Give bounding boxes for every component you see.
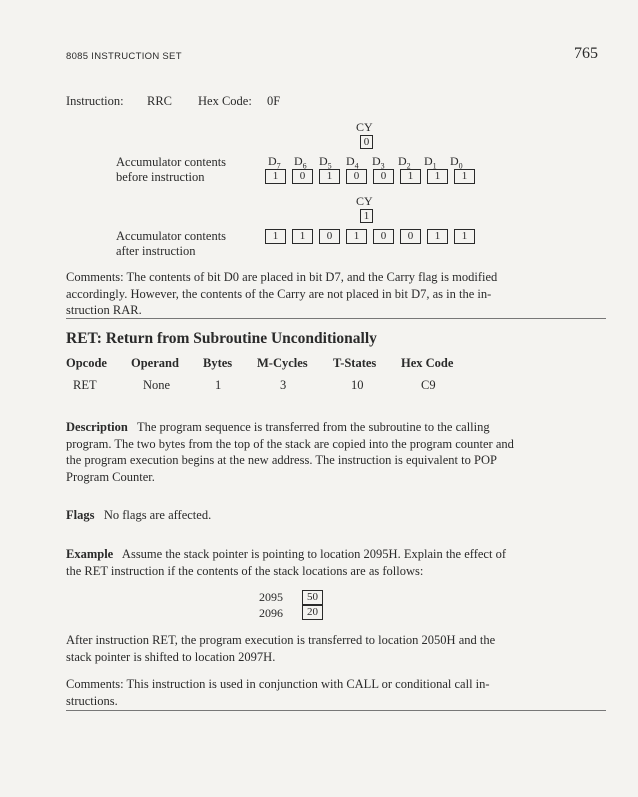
description-paragraph <box>66 419 536 485</box>
bit-cell: 0 <box>373 169 394 184</box>
description-line: The program sequence is transferred from the subroutine to the calling <box>136 420 490 434</box>
cell-mcycles: 3 <box>280 378 287 392</box>
bit-cell: 1 <box>265 229 286 244</box>
description-line: the program execution begins at the new address. The instruction is equivalent to POP <box>66 453 497 467</box>
col-header-mcycles: M-Cycles <box>257 356 308 370</box>
bit-cell: 0 <box>373 229 394 244</box>
accumulator-before-bits <box>265 169 475 184</box>
bit-name-d1: $D_1$ <box>424 154 437 171</box>
hex-code-value: 0F <box>267 94 281 108</box>
col-header-tstates: T-States <box>333 356 377 370</box>
bit-cell: 1 <box>400 169 421 184</box>
flags-paragraph <box>66 507 526 524</box>
before-label-line2: before instruction <box>116 170 205 184</box>
running-header: 8085 INSTRUCTION SET <box>66 51 182 62</box>
bit-name-d0: $D_0$ <box>450 154 463 171</box>
memory-value: 50 <box>302 590 323 605</box>
bottom-divider <box>66 710 606 711</box>
example-line: the RET instruction if the contents of the stack locations are as follows: <box>66 563 424 578</box>
carry-after-box: 1 <box>360 209 373 223</box>
rrc-comment-line: accordingly. However, the contents of the Carry are not placed in bit D7, as in the in- <box>66 286 492 301</box>
bit-cell: 1 <box>427 169 448 184</box>
bit-cell: 1 <box>454 169 475 184</box>
col-header-opcode: Opcode <box>66 356 107 370</box>
example-line: Assume the stack pointer is pointing to location 2095H. Explain the effect of <box>121 547 506 561</box>
carry-before-box: 0 <box>360 135 373 149</box>
flags-text: No flags are affected. <box>103 508 212 522</box>
rrc-comment-line: struction RAR. <box>66 303 142 317</box>
before-label-line1: Accumulator contents <box>116 155 227 169</box>
example-paragraph <box>66 546 536 579</box>
bit-name-d5: $D_5$ <box>319 154 332 171</box>
bit-cell: 0 <box>346 169 367 184</box>
col-header-operand: Operand <box>131 356 179 370</box>
example-label: Example <box>66 547 114 561</box>
memory-value: 20 <box>302 605 323 620</box>
ret-heading: RET: Return from Subroutine Unconditionally <box>66 330 377 347</box>
instruction-name: RRC <box>147 94 173 108</box>
description-line: program. The two bytes from the top of the stack are copied into the program counter and <box>66 436 514 451</box>
bit-name-d2: $D_2$ <box>398 154 411 171</box>
page-number: 765 <box>574 45 598 62</box>
bit-cell: 1 <box>292 229 313 244</box>
cell-bytes: 1 <box>215 378 222 392</box>
bit-name-d4: $D_4$ <box>346 154 359 171</box>
memory-address: 2095 <box>259 590 283 604</box>
accumulator-after-bits <box>265 229 475 244</box>
rrc-comment-line: Comments: The contents of bit D0 are placed in bit D7, and the Carry flag is modified <box>66 270 498 284</box>
description-label: Description <box>66 420 128 434</box>
cell-tstates: 10 <box>351 378 364 392</box>
instruction-label: Instruction: <box>66 94 124 108</box>
bit-name-d6: $D_6$ <box>294 154 307 171</box>
cell-opcode: RET <box>73 378 97 392</box>
bit-name-d3: $D_3$ <box>372 154 385 171</box>
description-line: Program Counter. <box>66 469 155 484</box>
rrc-comments <box>66 269 586 319</box>
bit-name-d7: $D_7$ <box>268 154 281 171</box>
ret-comments <box>66 676 536 709</box>
carry-label-after: CY <box>356 194 373 208</box>
after-paragraph <box>66 632 536 665</box>
carry-label: CY <box>356 120 373 134</box>
col-header-hexcode: Hex Code <box>401 356 454 370</box>
hex-code-label: Hex Code: <box>198 94 252 108</box>
cell-operand: None <box>143 378 171 392</box>
bit-cell: 1 <box>427 229 448 244</box>
cell-hexcode: C9 <box>421 378 436 392</box>
ret-comment-line: structions. <box>66 693 118 708</box>
bit-cell: 1 <box>346 229 367 244</box>
col-header-bytes: Bytes <box>203 356 233 370</box>
ret-comment-line: Comments: This instruction is used in conjunction with CALL or conditional call in- <box>66 677 490 691</box>
bit-cell: 0 <box>400 229 421 244</box>
bit-cell: 1 <box>454 229 475 244</box>
bit-cell: 0 <box>319 229 340 244</box>
flags-label: Flags <box>66 508 95 522</box>
after-label-line1: Accumulator contents <box>116 229 227 243</box>
section-divider <box>66 318 606 319</box>
after-label-line2: after instruction <box>116 244 196 258</box>
memory-address: 2096 <box>259 606 283 620</box>
after-line: After instruction RET, the program execution is transferred to location 2050H and the <box>66 633 496 647</box>
bit-cell: 1 <box>265 169 286 184</box>
after-line: stack pointer is shifted to location 2097H. <box>66 649 276 664</box>
bit-cell: 0 <box>292 169 313 184</box>
bit-cell: 1 <box>319 169 340 184</box>
